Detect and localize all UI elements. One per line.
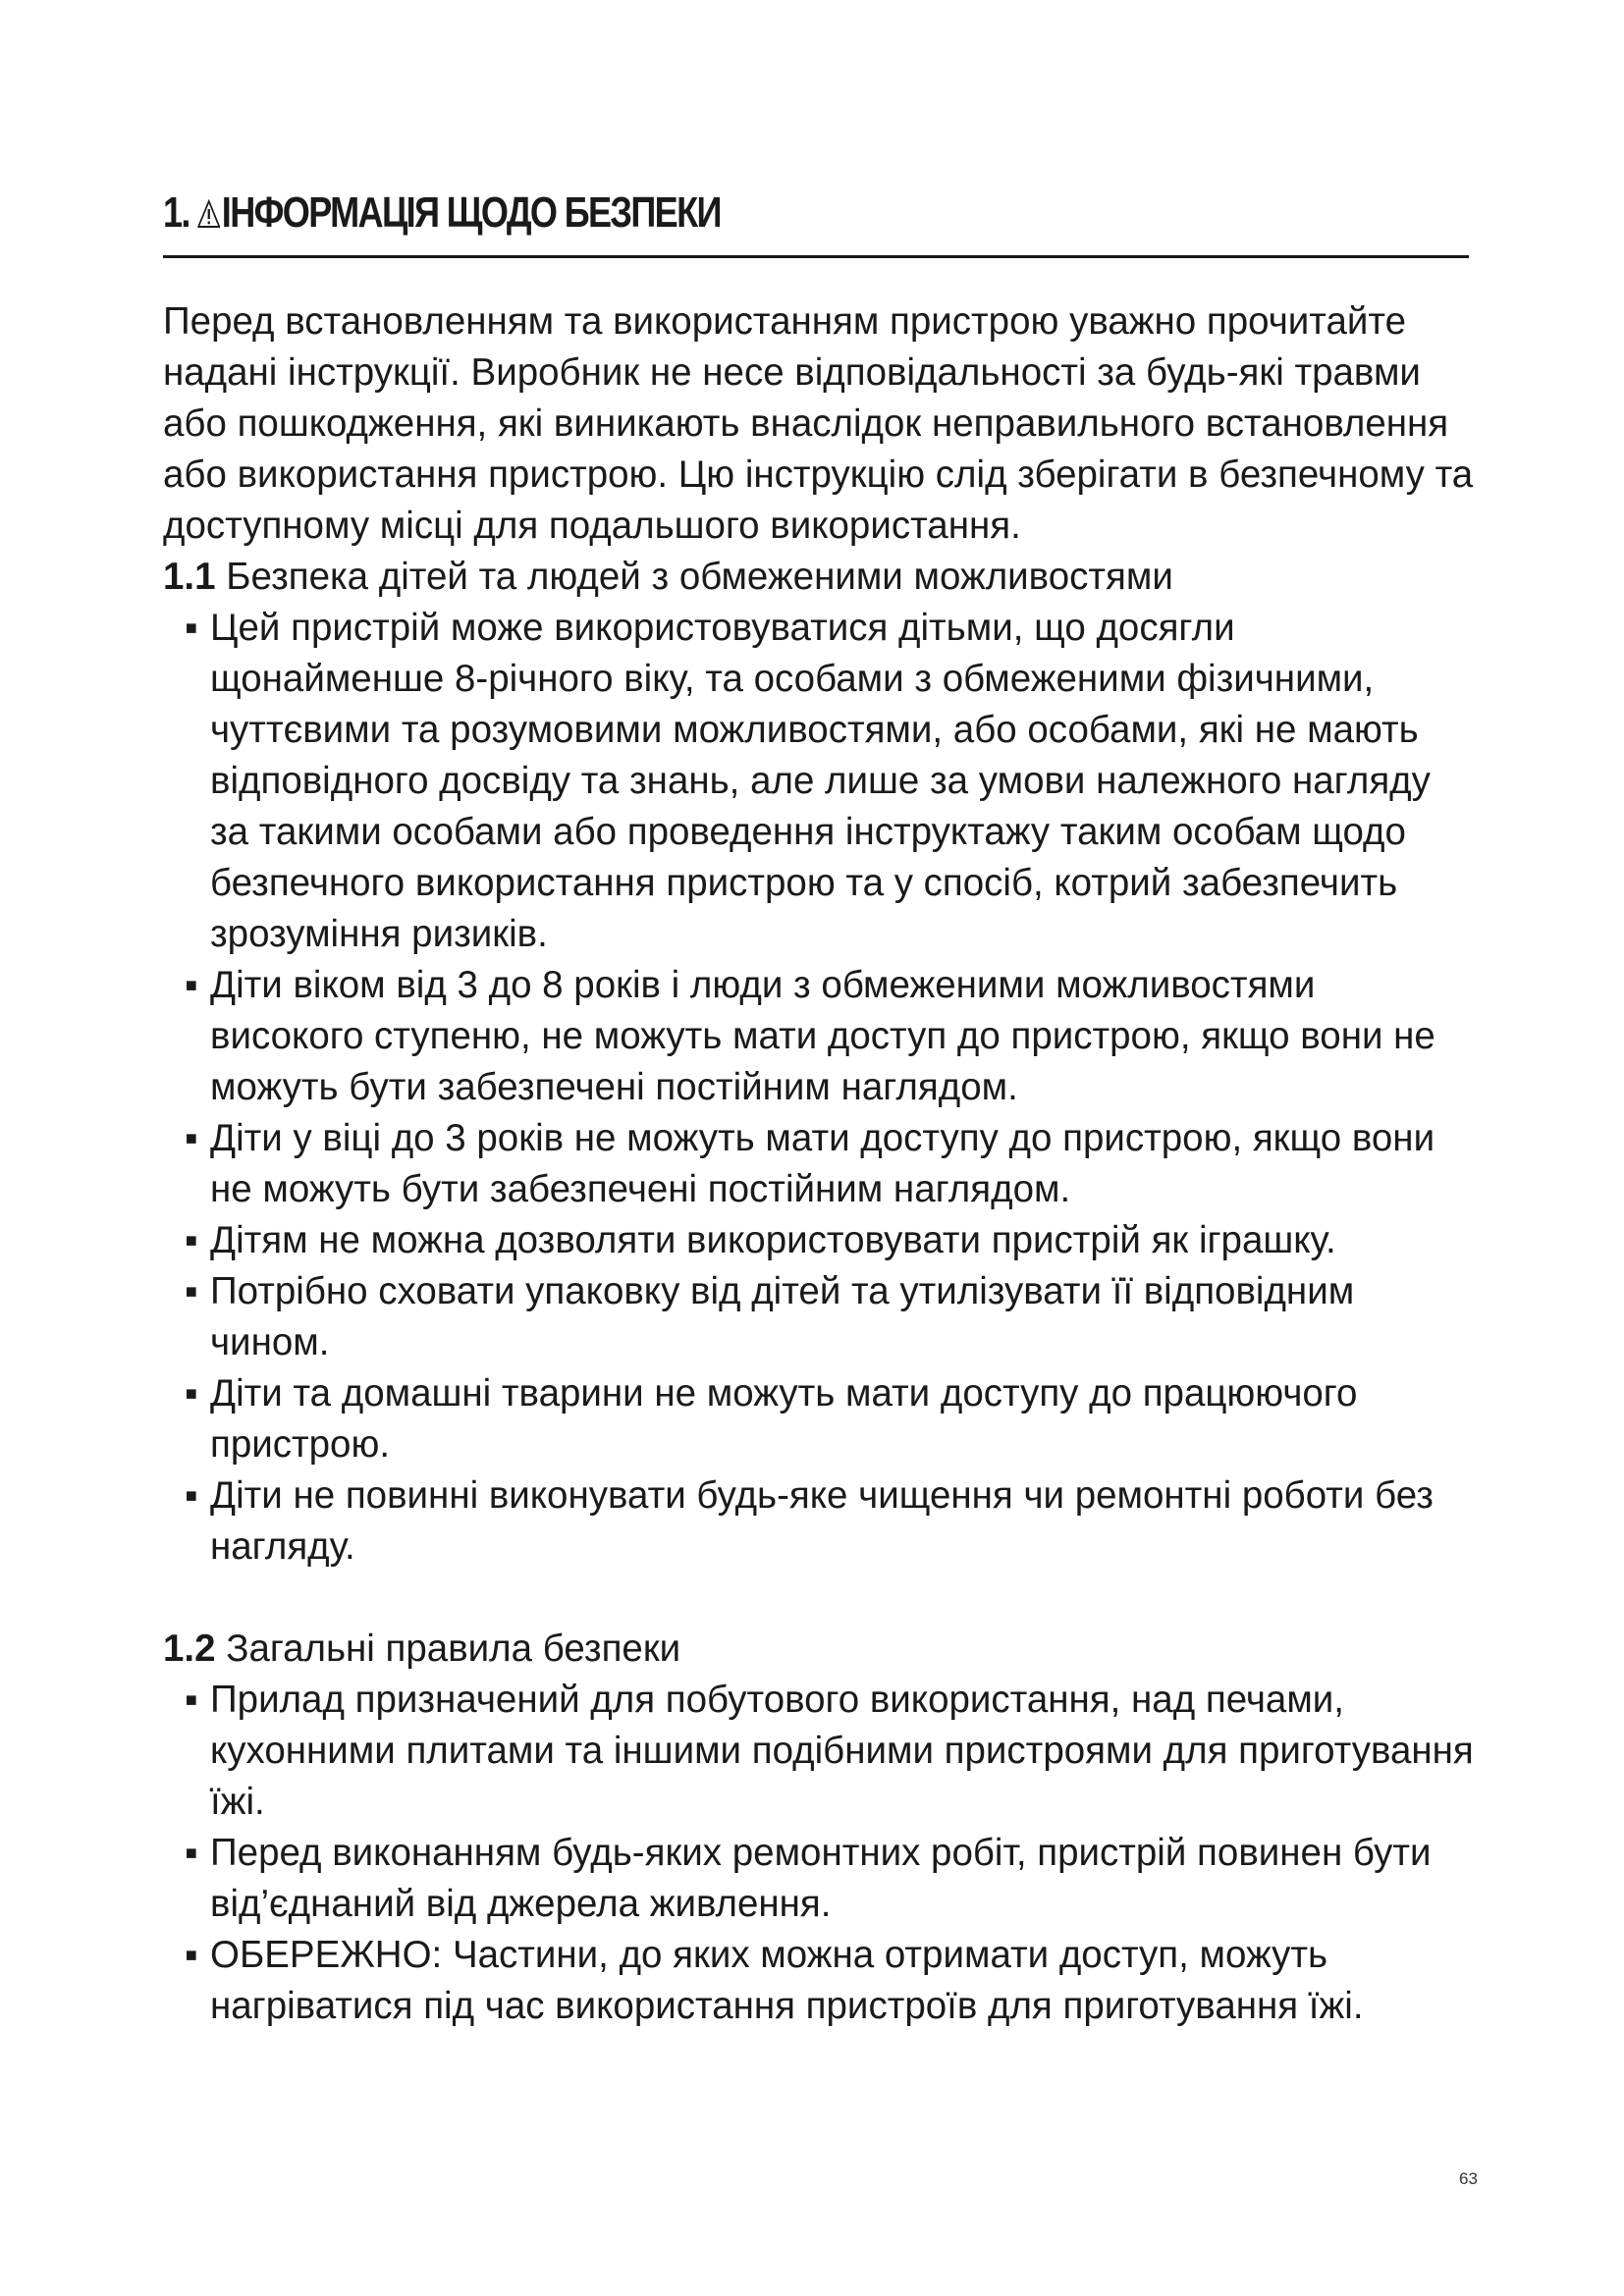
list-item-text: Діти у віці до 3 років не можуть мати доступу до пристрою, якщо вони не можуть бути забезпечені постійним наглядом. (210, 1117, 1435, 1210)
intro-paragraph: Перед встановленням та використанням пристрою уважно прочитайте надані інструкції. Виробник не несе відповідальності за будь-які травми або пошкодження, які виникають внаслідок неправильного встановлення або використання пристрою. Цю інструкцію слід зберігати в безпечному та доступному місці для подальшого використання. (163, 300, 1474, 547)
list-item-text: Прилад призначений для побутового використання, над печами, кухонними плитами та іншими подібними пристроями для приготування їжі. (210, 1679, 1474, 1823)
list-item (185, 960, 1479, 1113)
bullet-mark: ▪ (185, 1934, 198, 1976)
section-spacer (163, 1573, 1479, 1624)
section-number: 1.2 (163, 1628, 216, 1670)
bullet-list-general-safety (163, 1675, 1479, 2032)
title-number: 1. (163, 188, 189, 237)
list-item-text: Діти віком від 3 до 8 років і люди з обмеженими можливостями високого ступеню, не можуть мати доступ до пристрою, якщо вони не можуть бути забезпечені постійним наглядом. (210, 964, 1435, 1108)
warning-triangle-icon (197, 199, 220, 229)
section-heading-general-safety (163, 1624, 1479, 1675)
list-item-text: Діти не повинні виконувати будь-яке чищення чи ремонтні роботи без нагляду. (210, 1474, 1434, 1568)
section-heading-child-safety (163, 552, 1479, 603)
bullet-mark: ▪ (185, 1372, 198, 1415)
list-item-text: Цей пристрій може використовуватися дітьми, що досягли щонайменше 8-річного віку, та особами з обмеженими фізичними, чуттєвими та розумовими можливостями, або особами, які не мають відповідного досвіду та знань, але лише за умови належного нагляду за такими особами або проведення інструктажу таким особам щодо безпечного використання пристрою та у спосіб, котрий забезпечить зрозуміння ризиків. (210, 607, 1431, 955)
bullet-mark: ▪ (185, 1117, 198, 1159)
bullet-list-child-safety (163, 603, 1479, 1573)
bullet-mark: ▪ (185, 1832, 198, 1874)
bullet-mark: ▪ (185, 1270, 198, 1312)
bullet-mark: ▪ (185, 607, 198, 649)
bullet-mark: ▪ (185, 1679, 198, 1721)
page-title (163, 187, 721, 240)
section-title: Загальні правила безпеки (226, 1628, 681, 1670)
title-text: ІНФОРМАЦІЯ ЩОДО БЕЗПЕКИ (221, 188, 721, 237)
document-body (163, 296, 1479, 2032)
list-item (185, 1215, 1479, 1266)
list-item (185, 1266, 1479, 1368)
list-item-text: Дітям не можна дозволяти використовувати пристрій як іграшку. (210, 1219, 1336, 1261)
section-number: 1.1 (163, 556, 216, 598)
list-item (185, 1470, 1479, 1573)
list-item (185, 1368, 1479, 1470)
section-title: Безпека дітей та людей з обмеженими можливостями (226, 556, 1173, 598)
list-item-text: Перед виконанням будь-яких ремонтних робіт, пристрій повинен бути від’єднаний від джерела живлення. (210, 1832, 1432, 1925)
list-item-text: Потрібно сховати упаковку від дітей та утилізувати її відповідним чином. (210, 1270, 1355, 1363)
bullet-mark: ▪ (185, 1219, 198, 1261)
list-item-text: ОБЕРЕЖНО: Частини, до яких можна отримати доступ, можуть нагріватися під час використання пристроїв для приготування їжі. (210, 1934, 1364, 2027)
list-item (185, 1675, 1479, 1828)
bullet-mark: ▪ (185, 1474, 198, 1517)
page-title-block (163, 187, 1469, 258)
list-item (185, 603, 1479, 960)
page-number: 63 (1459, 2169, 1478, 2188)
list-item (185, 1828, 1479, 1930)
list-item (185, 1113, 1479, 1215)
list-item-text: Діти та домашні тварини не можуть мати доступу до працюючого пристрою. (210, 1372, 1358, 1466)
list-item (185, 1930, 1479, 2032)
bullet-mark: ▪ (185, 964, 198, 1006)
